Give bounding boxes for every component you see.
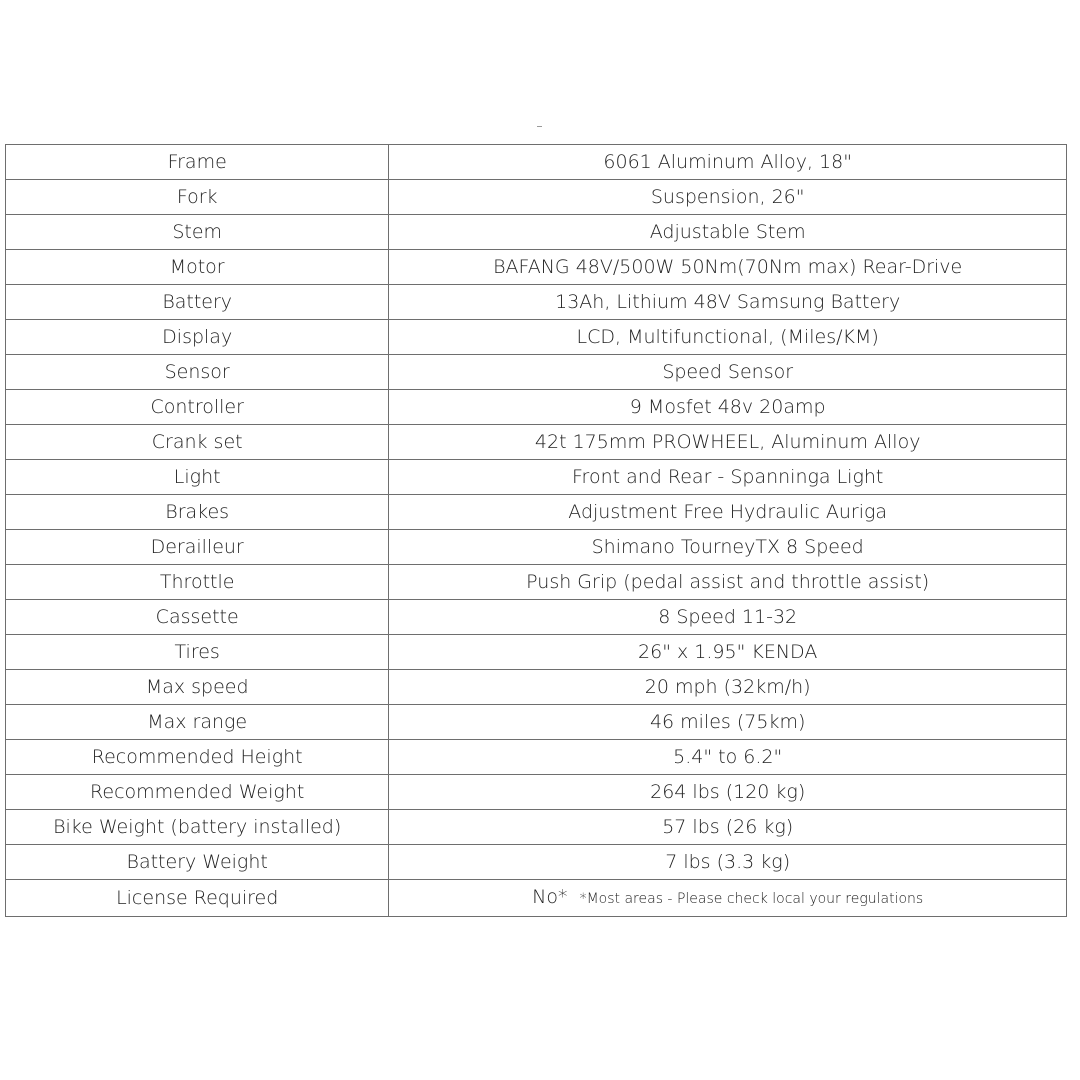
spec-label: Battery [6,285,389,320]
table-row [6,145,1067,180]
spec-label: Fork [6,180,389,215]
spec-value: Push Grip (pedal assist and throttle assist) [389,565,1067,600]
spec-label: Derailleur [6,530,389,565]
spec-label: License Required [6,880,389,917]
table-row [6,810,1067,845]
spec-label: Tires [6,635,389,670]
table-row [6,180,1067,215]
spec-label: Throttle [6,565,389,600]
spec-table [5,144,1067,917]
spec-value: 20 mph (32km/h) [389,670,1067,705]
table-row [6,670,1067,705]
spec-value: 6061 Aluminum Alloy, 18" [389,145,1067,180]
spec-label: Max speed [6,670,389,705]
table-row [6,565,1067,600]
spec-value: LCD, Multifunctional, (Miles/KM) [389,320,1067,355]
spec-label: Display [6,320,389,355]
spec-label: Frame [6,145,389,180]
spec-value: Suspension, 26" [389,180,1067,215]
spec-value: 26" x 1.95" KENDA [389,635,1067,670]
table-row [6,320,1067,355]
spec-value-license [389,880,1067,917]
table-row [6,390,1067,425]
table-row [6,705,1067,740]
spec-value: Front and Rear - Spanninga Light [389,460,1067,495]
spec-value: 264 lbs (120 kg) [389,775,1067,810]
spec-value: BAFANG 48V/500W 50Nm(70Nm max) Rear-Drive [389,250,1067,285]
spec-label: Light [6,460,389,495]
top-dash-mark [537,126,542,127]
spec-value: Adjustable Stem [389,215,1067,250]
spec-label: Brakes [6,495,389,530]
spec-label: Controller [6,390,389,425]
spec-label: Stem [6,215,389,250]
spec-value: 46 miles (75km) [389,705,1067,740]
spec-label: Max range [6,705,389,740]
spec-label: Recommended Height [6,740,389,775]
spec-value: 42t 175mm PROWHEEL, Aluminum Alloy [389,425,1067,460]
spec-value: 9 Mosfet 48v 20amp [389,390,1067,425]
spec-value: Shimano TourneyTX 8 Speed [389,530,1067,565]
spec-table-body [6,145,1067,917]
license-note: *Most areas - Please check local your regulations [579,891,924,907]
table-row [6,775,1067,810]
spec-value: 5.4" to 6.2" [389,740,1067,775]
table-row [6,460,1067,495]
table-row [6,635,1067,670]
spec-value: 8 Speed 11-32 [389,600,1067,635]
spec-value: 57 lbs (26 kg) [389,810,1067,845]
table-row [6,530,1067,565]
spec-value: Adjustment Free Hydraulic Auriga [389,495,1067,530]
spec-value: Speed Sensor [389,355,1067,390]
spec-label: Bike Weight (battery installed) [6,810,389,845]
spec-label: Cassette [6,600,389,635]
spec-value: 7 lbs (3.3 kg) [389,845,1067,880]
table-row-license [6,880,1067,917]
spec-label: Recommended Weight [6,775,389,810]
spec-value: 13Ah, Lithium 48V Samsung Battery [389,285,1067,320]
table-row [6,740,1067,775]
spec-label: Crank set [6,425,389,460]
spec-label: Battery Weight [6,845,389,880]
table-row [6,845,1067,880]
table-row [6,355,1067,390]
table-row [6,250,1067,285]
license-value: No* [532,886,568,908]
table-row [6,215,1067,250]
table-row [6,495,1067,530]
table-row [6,600,1067,635]
table-row [6,425,1067,460]
spec-label: Sensor [6,355,389,390]
table-row [6,285,1067,320]
spec-label: Motor [6,250,389,285]
